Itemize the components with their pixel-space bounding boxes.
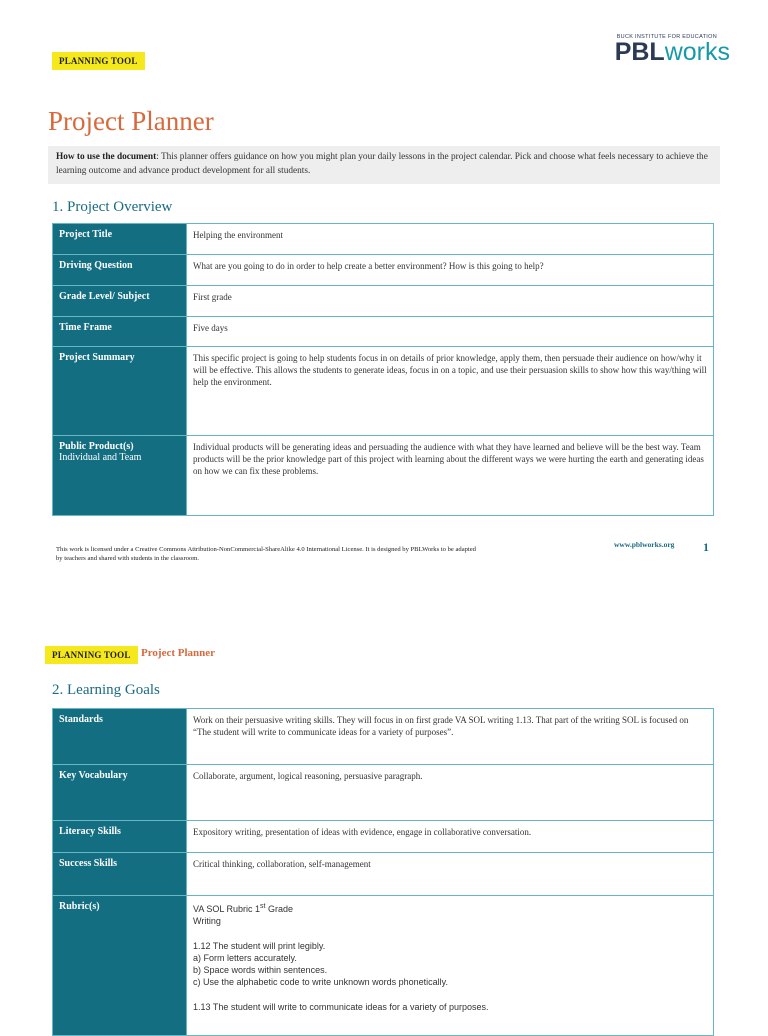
goals-row (53, 709, 714, 765)
overview-table (52, 223, 714, 516)
row-label: Time Frame (53, 317, 187, 347)
row-label: Project Title (53, 224, 187, 255)
row-value: What are you going to do in order to help create a better environment? How is this going to help? (187, 255, 714, 286)
row-value: First grade (187, 286, 714, 317)
pblworks-logo (615, 34, 730, 64)
rubric-content (187, 896, 714, 1036)
footer-url[interactable]: www.pblworks.org (614, 540, 675, 549)
rubric-line1-pre: VA SOL Rubric 1 (193, 904, 261, 914)
planning-tool-tag: PLANNING TOOL (45, 646, 138, 664)
header-title: Project Planner (141, 647, 216, 659)
license-footer: This work is licensed under a Creative Commons Attribution-NonCommercial-ShareAlike 4.0 International License. It is designed by PBLWorks to be adapted by teachers and shared with students in the classroom. (56, 546, 476, 562)
logo-works: works (664, 38, 730, 66)
row-value: Critical thinking, collaboration, self-management (187, 853, 714, 896)
row-value: Individual products will be generating ideas and persuading the audience with what they have learned and believe will be the best way. Team products will be the prior knowledge part of this project with learning about the different ways we were hurting the earth and generating ideas on how we can fix these problems. (187, 436, 714, 516)
goals-row (53, 821, 714, 853)
row-label: Key Vocabulary (53, 765, 187, 821)
overview-row (53, 317, 714, 347)
row-value: Collaborate, argument, logical reasoning, persuasive paragraph. (187, 765, 714, 821)
public-product-label: Public Product(s) (59, 441, 134, 452)
howto-label: How to use the document (56, 152, 157, 162)
public-product-sublabel: Individual and Team (59, 452, 142, 463)
row-label: Rubric(s) (53, 896, 187, 1036)
howto-text: : This planner offers guidance on how you might plan your daily lessons in the project calendar. Pick and choose what feels necessary to achieve the learning outcome and advance product development for all students. (56, 152, 708, 176)
row-value: Helping the environment (187, 224, 714, 255)
rubric-line1-post: Grade (265, 904, 293, 914)
section-project-overview: 1. Project Overview (52, 199, 173, 215)
rubric-c: c) Use the alphabetic code to write unknown words phonetically. (193, 977, 448, 987)
row-label: Standards (53, 709, 187, 765)
row-label: Success Skills (53, 853, 187, 896)
row-value: Expository writing, presentation of ideas with evidence, engage in collaborative conversation. (187, 821, 714, 853)
row-label: Driving Question (53, 255, 187, 286)
overview-row (53, 436, 714, 516)
rubric-b: b) Space words within sentences. (193, 965, 328, 975)
row-value: Five days (187, 317, 714, 347)
row-label: Project Summary (53, 347, 187, 436)
rubric-line1-sup: st (260, 903, 266, 910)
logo-pbl: PBL (614, 38, 665, 66)
overview-row (53, 255, 714, 286)
howto-box (48, 146, 720, 184)
planning-tool-tag: PLANNING TOOL (52, 52, 145, 70)
overview-row (53, 224, 714, 255)
row-label: Grade Level/ Subject (53, 286, 187, 317)
rubric-a: a) Form letters accurately. (193, 953, 297, 963)
page-number: 1 (703, 540, 709, 554)
goals-row (53, 765, 714, 821)
row-label (53, 436, 187, 516)
goals-row (53, 896, 714, 1036)
goals-row (53, 853, 714, 896)
rubric-113: 1.13 The student will write to communicate ideas for a variety of purposes. (193, 1002, 489, 1012)
row-value: This specific project is going to help students focus in on details of prior knowledge, apply them, then persuade their audience on how/why it will be effective. This allows the students to generate ideas, focus in on a topic, and use their persuasion skills to show how this way/thing will help the environment. (187, 347, 714, 436)
page-title: Project Planner (48, 106, 214, 136)
rubric-line2: Writing (193, 916, 221, 926)
logo-subtitle: BUCK INSTITUTE FOR EDUCATION (616, 34, 717, 40)
section-learning-goals: 2. Learning Goals (52, 682, 160, 698)
rubric-112: 1.12 The student will print legibly. (193, 941, 326, 951)
overview-row (53, 347, 714, 436)
row-value: Work on their persuasive writing skills. They will focus in on first grade VA SOL writing 1.13. That part of the writing SOL is focused on “The student will write to communicate ideas for a variety of purposes”. (187, 709, 714, 765)
learning-goals-table (52, 708, 714, 1036)
overview-row (53, 286, 714, 317)
row-label: Literacy Skills (53, 821, 187, 853)
